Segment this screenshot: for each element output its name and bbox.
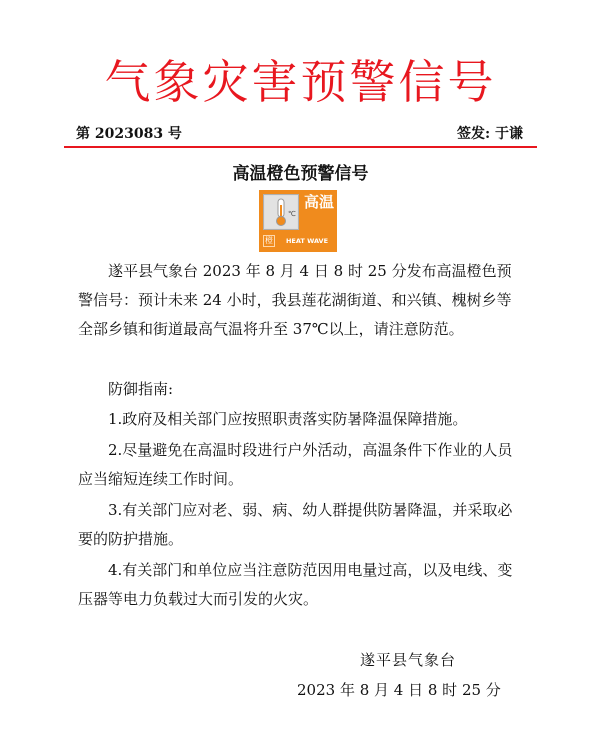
issue-date: 2023 年 8 月 4 日 8 时 25 分 [297, 681, 501, 699]
guide-heading: 防御指南: [108, 380, 174, 398]
heat-wave-orange-warning-icon [259, 190, 337, 252]
issue-number: 第 2023083 号 [76, 126, 182, 142]
document-title: 高温橙色预警信号 [232, 164, 369, 184]
icon-level-char: 橙 [265, 236, 273, 245]
lead-paragraph: 遂平县气象台 2023 年 8 月 4 日 8 时 25 分发布高温橙色预警信号：预计未来 24 小时，我县莲花湖街道、和兴镇、槐树乡等全部乡镇和街道最高气温将升至 37℃以上，请注意防范。 [78, 262, 512, 338]
icon-english-label: HEAT WAVE [285, 237, 329, 245]
header-divider [64, 146, 537, 148]
measure-item: 3.有关部门应对老、弱、病、幼人群提供防暑降温，并采取必要的防护措施。 [78, 501, 513, 548]
measure-item: 1.政府及相关部门应按照职责落实防暑降温保障措施。 [108, 410, 468, 428]
signer: 签发: 于谦 [456, 126, 523, 142]
measure-item: 2.尽量避免在高温时段进行户外活动，高温条件下作业的人员应当缩短连续工作时间。 [78, 441, 513, 488]
masthead-title: 气象灾害预警信号 [104, 55, 497, 109]
thermometer-icon [263, 194, 299, 230]
measure-item: 4.有关部门和单位应当注意防范因用电量过高，以及电线、变压器等电力负载过大而引发的火灾。 [78, 561, 513, 608]
icon-chinese-label: 高温 [303, 193, 334, 211]
issuing-organization: 遂平县气象台 [360, 651, 457, 669]
temperature-unit-glyph: ℃ [288, 210, 296, 218]
issue-info-row [76, 124, 523, 144]
